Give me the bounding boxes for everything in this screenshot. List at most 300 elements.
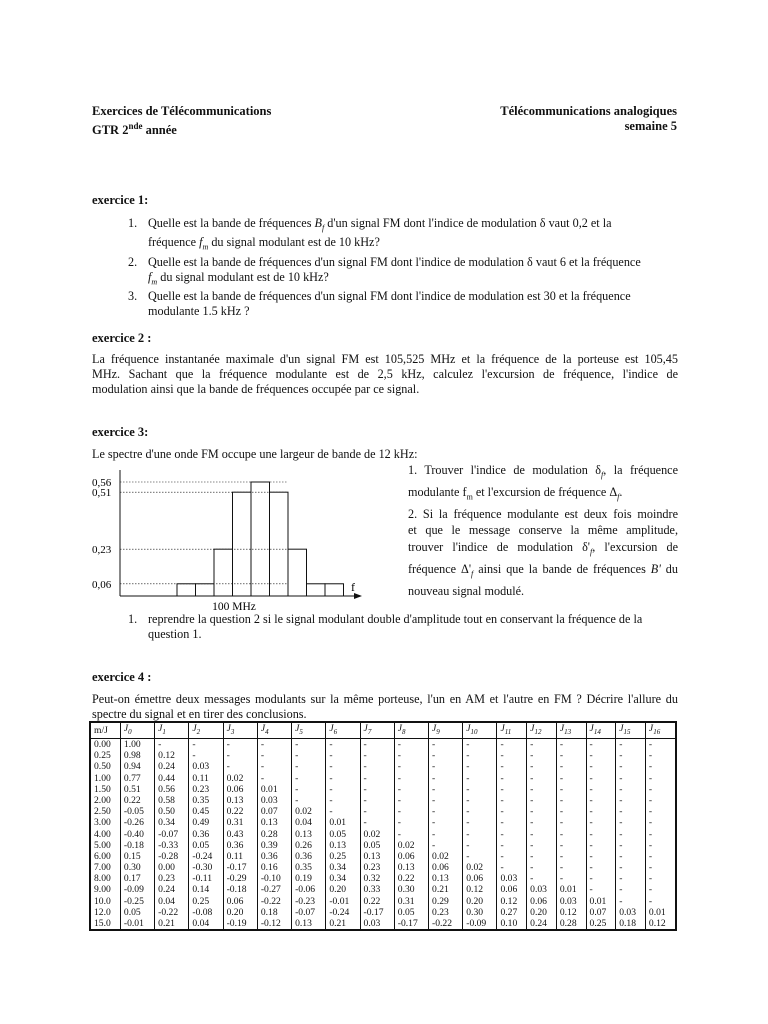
table-cell: 0.12 xyxy=(155,750,189,761)
table-cell: - xyxy=(586,761,616,772)
y-tick-label: 0,51 xyxy=(92,487,112,500)
table-cell: 0.13 xyxy=(292,828,326,839)
table-cell: -0.09 xyxy=(463,918,497,930)
table-cell: - xyxy=(527,750,557,761)
table-cell: 0.12 xyxy=(463,884,497,895)
table-row xyxy=(90,851,676,862)
table-cell: 0.25 xyxy=(189,896,223,907)
exercise-1-question-1: 1. Quelle est la bande de fréquences $B_f$ d'un signal FM dont l'indice de modulation δ vaut 0,2 et la fréquence $f_m$ du signal modulant est de 10 kHz? xyxy=(128,216,612,252)
table-cell: - xyxy=(616,884,646,895)
table-cell: 0.02 xyxy=(292,806,326,817)
table-column-header: $J_0$ xyxy=(120,722,154,738)
exercise-3-title: exercice 3: xyxy=(92,425,149,439)
table-cell: 0.31 xyxy=(394,896,428,907)
table-cell: - xyxy=(645,828,676,839)
table-cell: 0.58 xyxy=(155,795,189,806)
spectrum-bar xyxy=(288,549,307,596)
table-cell: -0.07 xyxy=(155,828,189,839)
y-tick-label: 0,23 xyxy=(92,544,112,557)
table-cell: 0.22 xyxy=(223,806,257,817)
table-cell: - xyxy=(360,738,394,750)
table-cell: - xyxy=(616,896,646,907)
table-cell: - xyxy=(429,750,463,761)
table-cell: - xyxy=(463,795,497,806)
table-cell: - xyxy=(556,817,586,828)
table-cell: 0.18 xyxy=(257,907,291,918)
table-cell: 0.02 xyxy=(394,840,428,851)
table-cell: -0.07 xyxy=(292,907,326,918)
table-cell: - xyxy=(645,750,676,761)
table-cell: - xyxy=(326,750,360,761)
table-cell: 0.36 xyxy=(257,851,291,862)
table-cell: - xyxy=(497,738,527,750)
table-cell: -0.18 xyxy=(223,884,257,895)
table-cell: 0.17 xyxy=(120,873,154,884)
table-column-header: $J_{10}$ xyxy=(463,722,497,738)
y-tick-label: 0,06 xyxy=(92,578,112,591)
table-row xyxy=(90,884,676,895)
table-cell: 0.23 xyxy=(189,784,223,795)
table-cell: 0.14 xyxy=(189,884,223,895)
table-cell: 0.36 xyxy=(223,840,257,851)
table-cell: 8.00 xyxy=(90,873,120,884)
table-cell: - xyxy=(586,873,616,884)
table-cell: - xyxy=(257,738,291,750)
table-cell: 0.06 xyxy=(394,851,428,862)
table-cell: 0.44 xyxy=(155,772,189,783)
table-cell: 0.00 xyxy=(90,738,120,750)
table-cell: - xyxy=(527,851,557,862)
table-cell: 0.98 xyxy=(120,750,154,761)
table-cell: - xyxy=(497,862,527,873)
header-left xyxy=(92,104,271,138)
table-cell: - xyxy=(429,840,463,851)
table-cell: 0.19 xyxy=(292,873,326,884)
table-row xyxy=(90,772,676,783)
table-column-header: $J_{15}$ xyxy=(616,722,646,738)
table-cell: 1.00 xyxy=(90,772,120,783)
table-cell: - xyxy=(556,851,586,862)
table-cell: - xyxy=(645,862,676,873)
table-cell: 0.02 xyxy=(463,862,497,873)
table-cell: 1.50 xyxy=(90,784,120,795)
table-cell: - xyxy=(463,840,497,851)
table-column-header: $J_5$ xyxy=(292,722,326,738)
table-cell: - xyxy=(394,772,428,783)
table-cell: 0.05 xyxy=(189,840,223,851)
table-cell: - xyxy=(616,840,646,851)
table-cell: - xyxy=(326,784,360,795)
table-cell: 0.30 xyxy=(463,907,497,918)
header-right xyxy=(500,104,677,134)
table-row xyxy=(90,795,676,806)
table-cell: - xyxy=(527,817,557,828)
table-cell: 0.03 xyxy=(360,918,394,930)
table-cell: 0.45 xyxy=(189,806,223,817)
table-column-header: $J_2$ xyxy=(189,722,223,738)
table-cell: - xyxy=(394,828,428,839)
table-cell: - xyxy=(292,750,326,761)
table-cell: 12.0 xyxy=(90,907,120,918)
table-column-header: $J_{12}$ xyxy=(527,722,557,738)
table-cell: 0.03 xyxy=(616,907,646,918)
table-cell: - xyxy=(527,828,557,839)
table-cell: 0.13 xyxy=(360,851,394,862)
table-cell: 0.34 xyxy=(326,862,360,873)
table-cell: - xyxy=(497,828,527,839)
table-cell: 0.06 xyxy=(497,884,527,895)
table-row xyxy=(90,750,676,761)
table-cell: - xyxy=(463,750,497,761)
table-cell: - xyxy=(645,884,676,895)
table-cell: - xyxy=(429,738,463,750)
table-cell: 0.23 xyxy=(155,873,189,884)
table-cell: 0.02 xyxy=(223,772,257,783)
table-row xyxy=(90,761,676,772)
table-cell: 0.06 xyxy=(223,896,257,907)
table-cell: 0.04 xyxy=(189,918,223,930)
table-cell: -0.11 xyxy=(189,873,223,884)
table-cell: - xyxy=(360,817,394,828)
y-tick-label: 0,56 xyxy=(92,477,112,489)
table-cell: 0.31 xyxy=(223,817,257,828)
spectrum-bar xyxy=(307,584,326,596)
table-cell: 0.05 xyxy=(360,840,394,851)
table-cell: - xyxy=(429,784,463,795)
table-cell: - xyxy=(527,873,557,884)
table-cell: - xyxy=(586,795,616,806)
table-column-header: $J_4$ xyxy=(257,722,291,738)
table-cell: 0.23 xyxy=(360,862,394,873)
table-cell: - xyxy=(586,784,616,795)
spectrum-bar xyxy=(196,584,215,596)
table-cell: -0.12 xyxy=(257,918,291,930)
table-cell: -0.23 xyxy=(292,896,326,907)
table-cell: - xyxy=(429,828,463,839)
table-cell: 0.15 xyxy=(120,851,154,862)
table-cell: - xyxy=(527,795,557,806)
table-cell: 0.03 xyxy=(189,761,223,772)
table-cell: 0.32 xyxy=(360,873,394,884)
table-cell: 0.07 xyxy=(257,806,291,817)
table-cell: - xyxy=(394,784,428,795)
exercise-1-questions xyxy=(128,216,678,319)
table-cell: - xyxy=(616,761,646,772)
table-cell: - xyxy=(223,738,257,750)
table-cell: 0.06 xyxy=(429,862,463,873)
table-cell: - xyxy=(616,772,646,783)
course-title: Exercices de Télécommunications xyxy=(92,104,272,118)
table-cell: 0.20 xyxy=(223,907,257,918)
table-cell: 10.0 xyxy=(90,896,120,907)
table-cell: - xyxy=(616,784,646,795)
table-cell: - xyxy=(429,806,463,817)
table-cell: - xyxy=(645,806,676,817)
table-cell: 0.24 xyxy=(527,918,557,930)
table-cell: 0.03 xyxy=(527,884,557,895)
table-cell: - xyxy=(556,738,586,750)
table-cell: 0.20 xyxy=(527,907,557,918)
table-header-row xyxy=(90,722,676,738)
table-cell: - xyxy=(586,750,616,761)
table-cell: 0.35 xyxy=(292,862,326,873)
table-cell: - xyxy=(527,840,557,851)
table-cell: - xyxy=(616,738,646,750)
exercise-4-title: exercice 4 : xyxy=(92,670,152,684)
table-cell: - xyxy=(360,772,394,783)
module-title: Télécommunications analogiques xyxy=(500,104,677,118)
spectrum-bar xyxy=(251,482,270,596)
table-cell: -0.01 xyxy=(326,896,360,907)
table-cell: - xyxy=(645,873,676,884)
table-cell: - xyxy=(556,873,586,884)
table-cell: - xyxy=(155,738,189,750)
spectrum-bar xyxy=(214,549,233,596)
table-cell: 0.05 xyxy=(394,907,428,918)
table-cell: 0.77 xyxy=(120,772,154,783)
table-cell: 7.00 xyxy=(90,862,120,873)
table-cell: 0.49 xyxy=(189,817,223,828)
table-cell: - xyxy=(326,795,360,806)
table-column-header: $J_9$ xyxy=(429,722,463,738)
table-cell: - xyxy=(394,817,428,828)
table-cell: 0.10 xyxy=(497,918,527,930)
table-cell: - xyxy=(360,784,394,795)
table-cell: 0.06 xyxy=(527,896,557,907)
table-cell: 0.00 xyxy=(155,862,189,873)
table-cell: - xyxy=(326,806,360,817)
table-cell: - xyxy=(586,738,616,750)
table-cell: 0.05 xyxy=(120,907,154,918)
table-cell: - xyxy=(360,806,394,817)
table-cell: 0.18 xyxy=(616,918,646,930)
table-cell: - xyxy=(394,738,428,750)
table-cell: 0.13 xyxy=(223,795,257,806)
table-cell: - xyxy=(645,817,676,828)
table-cell: -0.18 xyxy=(120,840,154,851)
table-cell: - xyxy=(556,784,586,795)
exercise-1-question-3: 3. Quelle est la bande de fréquences d'un signal FM dont l'indice de modulation est 30 et la fréquence modulante 1.5 kHz ? xyxy=(128,289,631,319)
table-cell: - xyxy=(326,772,360,783)
table-cell: - xyxy=(257,750,291,761)
table-cell: - xyxy=(497,851,527,862)
table-cell: - xyxy=(616,750,646,761)
table-cell: -0.40 xyxy=(120,828,154,839)
center-frequency-label: 100 MHz xyxy=(212,601,256,613)
table-cell: - xyxy=(360,761,394,772)
table-row xyxy=(90,817,676,828)
table-cell: -0.30 xyxy=(189,862,223,873)
table-cell: - xyxy=(645,772,676,783)
table-cell: - xyxy=(360,795,394,806)
table-cell: - xyxy=(326,761,360,772)
table-cell: - xyxy=(586,862,616,873)
table-cell: - xyxy=(394,750,428,761)
table-cell: 0.24 xyxy=(155,884,189,895)
table-cell: 0.26 xyxy=(292,840,326,851)
exercise-2-title: exercice 2 : xyxy=(92,331,152,345)
week-label: semaine 5 xyxy=(624,119,677,133)
course-year: GTR 2nde année xyxy=(92,121,177,138)
table-cell: 0.06 xyxy=(223,784,257,795)
table-cell: 3.00 xyxy=(90,817,120,828)
table-cell: -0.17 xyxy=(360,907,394,918)
table-cell: 0.01 xyxy=(326,817,360,828)
table-column-header: $J_{13}$ xyxy=(556,722,586,738)
table-cell: 0.02 xyxy=(360,828,394,839)
table-cell: 0.28 xyxy=(556,918,586,930)
table-cell: -0.19 xyxy=(223,918,257,930)
table-cell: -0.22 xyxy=(155,907,189,918)
table-cell: 0.28 xyxy=(257,828,291,839)
table-cell: - xyxy=(463,806,497,817)
table-cell: 0.01 xyxy=(586,896,616,907)
table-cell: - xyxy=(645,896,676,907)
table-cell: - xyxy=(257,772,291,783)
table-row xyxy=(90,873,676,884)
table-cell: 0.25 xyxy=(326,851,360,862)
table-row xyxy=(90,784,676,795)
table-cell: -0.01 xyxy=(120,918,154,930)
table-cell: -0.22 xyxy=(429,918,463,930)
table-cell: - xyxy=(616,806,646,817)
table-cell: 1.00 xyxy=(120,738,154,750)
table-cell: - xyxy=(394,795,428,806)
table-row xyxy=(90,918,676,930)
table-cell: - xyxy=(497,795,527,806)
table-cell: 9.00 xyxy=(90,884,120,895)
table-cell: - xyxy=(556,795,586,806)
spectrum-bar xyxy=(270,492,289,596)
table-cell: - xyxy=(497,784,527,795)
table-cell: 0.01 xyxy=(257,784,291,795)
table-cell: - xyxy=(326,738,360,750)
table-cell: - xyxy=(257,761,291,772)
table-cell: - xyxy=(223,761,257,772)
table-cell: - xyxy=(497,806,527,817)
table-cell: -0.27 xyxy=(257,884,291,895)
table-cell: - xyxy=(616,873,646,884)
table-cell: - xyxy=(463,784,497,795)
table-cell: 2.50 xyxy=(90,806,120,817)
table-cell: -0.25 xyxy=(120,896,154,907)
table-cell: 0.07 xyxy=(586,907,616,918)
exercise-3-intro: Le spectre d'une onde FM occupe une largeur de bande de 12 kHz: xyxy=(92,447,418,461)
table-cell: - xyxy=(556,761,586,772)
table-cell: 0.04 xyxy=(292,817,326,828)
table-row xyxy=(90,907,676,918)
table-cell: - xyxy=(292,795,326,806)
table-cell: 0.05 xyxy=(326,828,360,839)
table-cell: 0.21 xyxy=(155,918,189,930)
table-cell: - xyxy=(616,817,646,828)
table-cell: 0.39 xyxy=(257,840,291,851)
table-cell: 0.43 xyxy=(223,828,257,839)
table-cell: 0.23 xyxy=(429,907,463,918)
table-cell: - xyxy=(616,828,646,839)
table-cell: - xyxy=(616,851,646,862)
table-cell: 0.24 xyxy=(155,761,189,772)
table-cell: - xyxy=(429,761,463,772)
table-cell: 6.00 xyxy=(90,851,120,862)
table-cell: - xyxy=(556,772,586,783)
table-cell: 0.12 xyxy=(645,918,676,930)
exercise-1-title: exercice 1: xyxy=(92,193,149,207)
table-cell: 0.13 xyxy=(326,840,360,851)
table-cell: - xyxy=(586,806,616,817)
table-cell: 0.25 xyxy=(586,918,616,930)
table-column-header: $J_7$ xyxy=(360,722,394,738)
table-cell: 0.01 xyxy=(645,907,676,918)
table-cell: 0.34 xyxy=(155,817,189,828)
table-cell: - xyxy=(645,840,676,851)
table-cell: 0.36 xyxy=(292,851,326,862)
table-cell: -0.28 xyxy=(155,851,189,862)
exercise-2-text: La fréquence instantanée maximale d'un signal FM est 105,525 MHz et la fréquence de la porteuse est 105,45 MHz. Sachant que la fréquence modulante est de 2,5 kHz, calculez l'excursion de fréquence, l'indice de modulation ainsi que la bande de fréquences occupée par ce signal. xyxy=(92,352,678,396)
table-cell: - xyxy=(645,738,676,750)
table-cell: 0.04 xyxy=(155,896,189,907)
table-cell: -0.08 xyxy=(189,907,223,918)
table-cell: - xyxy=(463,772,497,783)
table-cell: 0.51 xyxy=(120,784,154,795)
table-cell: -0.09 xyxy=(120,884,154,895)
table-cell: 0.50 xyxy=(90,761,120,772)
table-cell: 0.56 xyxy=(155,784,189,795)
table-cell: - xyxy=(527,862,557,873)
table-cell: 0.94 xyxy=(120,761,154,772)
table-cell: - xyxy=(527,806,557,817)
table-cell: - xyxy=(616,795,646,806)
table-cell: 0.03 xyxy=(257,795,291,806)
table-cell: - xyxy=(586,840,616,851)
table-column-header: $J_{16}$ xyxy=(645,722,676,738)
table-cell: - xyxy=(586,828,616,839)
table-cell: 0.11 xyxy=(223,851,257,862)
table-column-header: $J_{14}$ xyxy=(586,722,616,738)
x-axis-arrow xyxy=(354,593,362,599)
table-cell: 0.21 xyxy=(429,884,463,895)
table-cell: 4.00 xyxy=(90,828,120,839)
table-cell: - xyxy=(223,750,257,761)
table-cell: - xyxy=(586,851,616,862)
table-cell: - xyxy=(497,840,527,851)
table-cell: 0.01 xyxy=(556,884,586,895)
table-cell: - xyxy=(586,884,616,895)
table-cell: 0.13 xyxy=(292,918,326,930)
table-cell: 0.25 xyxy=(90,750,120,761)
table-cell: 0.21 xyxy=(326,918,360,930)
table-cell: - xyxy=(556,806,586,817)
table-cell: - xyxy=(645,784,676,795)
table-cell: -0.06 xyxy=(292,884,326,895)
table-cell: - xyxy=(645,795,676,806)
table-cell: - xyxy=(429,817,463,828)
table-cell: - xyxy=(586,817,616,828)
table-cell: 0.06 xyxy=(463,873,497,884)
table-cell: 0.13 xyxy=(429,873,463,884)
table-cell: 0.02 xyxy=(429,851,463,862)
table-cell: 0.36 xyxy=(189,828,223,839)
table-cell: 0.13 xyxy=(394,862,428,873)
table-column-header: $J_8$ xyxy=(394,722,428,738)
table-cell: -0.24 xyxy=(189,851,223,862)
table-cell: -0.33 xyxy=(155,840,189,851)
table-cell: - xyxy=(497,761,527,772)
table-cell: - xyxy=(292,784,326,795)
table-cell: -0.17 xyxy=(394,918,428,930)
table-cell: - xyxy=(556,840,586,851)
exercise-1-question-2: 2. Quelle est la bande de fréquences d'un signal FM dont l'indice de modulation δ vaut 6 et la fréquence $f_m$ du signal modulant est de 10 kHz? xyxy=(128,254,641,287)
